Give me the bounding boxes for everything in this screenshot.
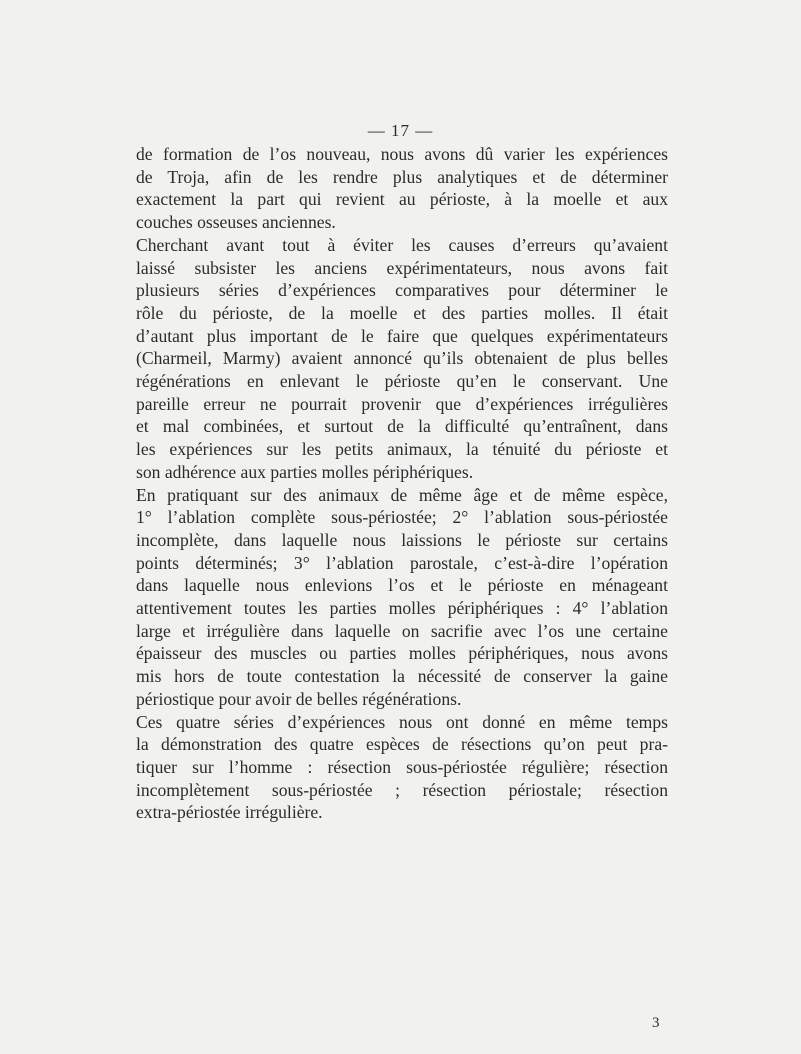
text-line: exactement la part qui revient au périoste, à la moelle et aux	[136, 189, 668, 210]
text-line: (Charmeil, Marmy) avaient annoncé qu’ils obtenaient de plus belles	[136, 348, 668, 369]
text-line: son adhérence aux parties molles périphériques.	[136, 461, 474, 482]
paragraph	[136, 711, 668, 825]
text-line: épaisseur des muscles ou parties molles périphériques, nous avons	[136, 643, 668, 664]
text-line: points déterminés; 3° l’ablation parostale, c’est-à-dire l’opération	[136, 552, 668, 573]
text-line: tiquer sur l’homme : résection sous-périostée régulière; résection	[136, 756, 668, 777]
text-line: périostique pour avoir de belles régénérations.	[136, 688, 462, 709]
body-text	[136, 143, 668, 824]
text-line: laissé subsister les anciens expérimentateurs, nous avons fait	[136, 257, 668, 278]
text-line: mis hors de toute contestation la nécessité de conserver la gaine	[136, 666, 668, 687]
text-line: de formation de l’os nouveau, nous avons dû varier les expériences	[136, 144, 668, 164]
text-line: Cherchant avant tout à éviter les causes d’erreurs qu’avaient	[136, 234, 668, 255]
text-line: incomplète, dans laquelle nous laissions le périoste sur certains	[136, 529, 668, 550]
text-line: les expériences sur les petits animaux, la ténuité du périoste et	[136, 439, 668, 460]
paragraph	[136, 484, 668, 711]
text-line: dans laquelle nous enlevions l’os et le périoste en ménageant	[136, 575, 668, 596]
text-line: Ces quatre séries d’expériences nous ont donné en même temps	[136, 711, 668, 732]
paragraph	[136, 234, 668, 484]
page-number: — 17 —	[367, 121, 434, 140]
text-line: pareille erreur ne pourrait provenir que d’expériences irrégulières	[136, 393, 668, 414]
text-line: la démonstration des quatre espèces de résections qu’on peut pra-	[136, 734, 668, 755]
text-line: d’autant plus important de le faire que quelques expérimentateurs	[136, 325, 668, 346]
text-line: 1° l’ablation complète sous-périostée; 2° l’ablation sous-périostée	[136, 507, 668, 528]
text-line: large et irrégulière dans laquelle on sacrifie avec l’os une certaine	[136, 620, 668, 641]
text-line: attentivement toutes les parties molles périphériques : 4° l’ablation	[136, 598, 668, 619]
text-line: plusieurs séries d’expériences comparatives pour déterminer le	[136, 280, 668, 301]
text-line: régénérations en enlevant le périoste qu’en le conservant. Une	[136, 371, 668, 392]
text-line: En pratiquant sur des animaux de même âge et de même espèce,	[136, 484, 668, 505]
text-line: de Troja, afin de les rendre plus analytiques et de déterminer	[136, 166, 668, 187]
text-line: extra-périostée irrégulière.	[136, 802, 323, 823]
text-line: rôle du périoste, de la moelle et des parties molles. Il était	[136, 302, 668, 323]
paragraph	[136, 143, 668, 234]
text-line: et mal combinées, et surtout de la difficulté qu’entraînent, dans	[136, 416, 668, 437]
text-line: couches osseuses anciennes.	[136, 212, 336, 233]
text-line: incomplètement sous-périostée ; résection périostale; résection	[136, 779, 668, 800]
signature-mark: 3	[652, 1015, 660, 1031]
